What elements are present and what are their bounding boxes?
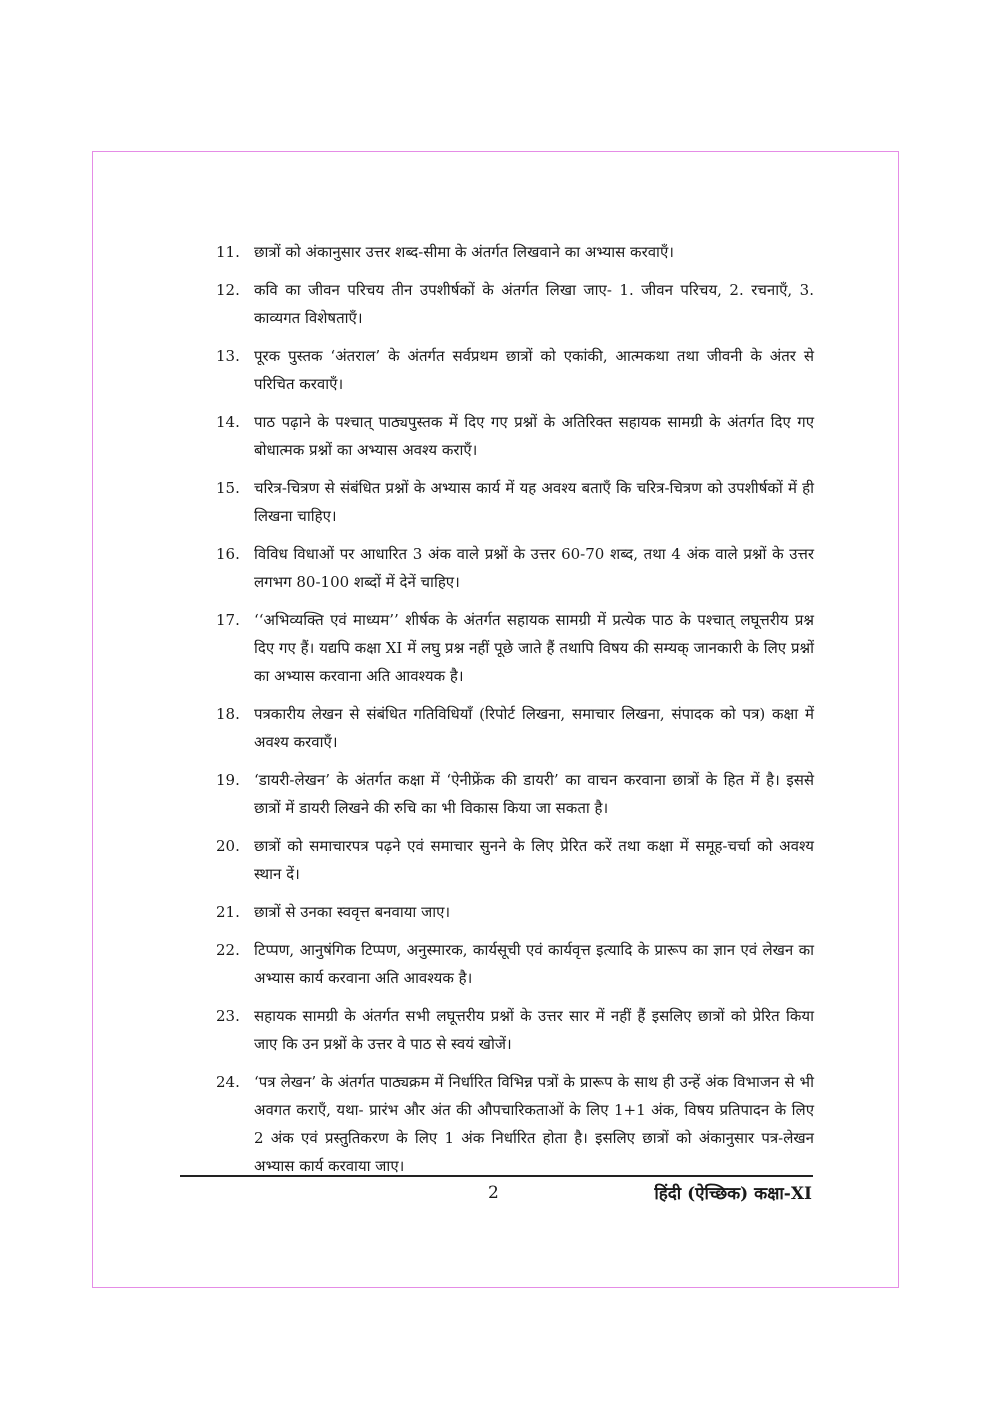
footer-rule	[180, 1175, 813, 1177]
list-item	[216, 700, 814, 756]
item-text: विविध विधाओं पर आधारित 3 अंक वाले प्रश्नों के उत्तर 60-70 शब्द, तथा 4 अंक वाले प्रश्नों के उत्तर लगभग 80-100 शब्दों में देनें चाहिए।	[254, 545, 814, 591]
item-number: 15.	[216, 479, 240, 497]
list-item	[216, 832, 814, 888]
item-number: 19.	[216, 771, 240, 789]
item-number: 21.	[216, 903, 240, 921]
item-number: 11.	[216, 243, 240, 261]
list-item	[216, 898, 814, 926]
item-text: ‘‘अभिव्यक्ति एवं माध्यम’’ शीर्षक के अंतर्गत सहायक सामग्री में प्रत्येक पाठ के पश्चात् लघूत्तरीय प्रश्न दिए गए हैं। यद्यपि कक्षा XI में लघु प्रश्न नहीं पूछे जाते हैं तथापि विषय की सम्यक् जानकारी के लिए प्रश्नों का अभ्यास करवाना अति आवश्यक है।	[254, 611, 814, 685]
item-number: 18.	[216, 705, 240, 723]
item-text: कवि का जीवन परिचय तीन उपशीर्षकों के अंतर्गत लिखा जाए- 1. जीवन परिचय, 2. रचनाएँ, 3. काव्यगत विशेषताएँ।	[254, 281, 814, 327]
page-number: 2	[488, 1183, 499, 1203]
item-text: पूरक पुस्तक ‘अंतराल’ के अंतर्गत सर्वप्रथम छात्रों को एकांकी, आत्मकथा तथा जीवनी के अंतर से परिचित करवाएँ।	[254, 347, 814, 393]
item-text: पत्रकारीय लेखन से संबंधित गतिविधियाँ (रिपोर्ट लिखना, समाचार लिखना, संपादक को पत्र) कक्षा में अवश्य करवाएँ।	[254, 705, 814, 751]
list-item	[216, 408, 814, 464]
list-item	[216, 766, 814, 822]
item-number: 24.	[216, 1073, 240, 1091]
list-item	[216, 1068, 814, 1180]
item-text: ‘पत्र लेखन’ के अंतर्गत पाठ्यक्रम में निर्धारित विभिन्न पत्रों के प्रारूप के साथ ही उन्हें अंक विभाजन से भी अवगत कराएँ, यथा- प्रारंभ और अंत की औपचारिकताओं के लिए 1+1 अंक, विषय प्रतिपादन के लिए 2 अंक एवं प्रस्तुतिकरण के लिए 1 अंक निर्धारित होता है। इसलिए छात्रों को अंकानुसार पत्र-लेखन अभ्यास कार्य करवाया जाए।	[254, 1073, 814, 1175]
list-item	[216, 342, 814, 398]
item-number: 12.	[216, 281, 240, 299]
instruction-list	[216, 238, 814, 1190]
item-text: ‘डायरी-लेखन’ के अंतर्गत कक्षा में ‘ऐनीफ्रेंक की डायरी’ का वाचन करवाना छात्रों के हित में है। इससे छात्रों में डायरी लिखने की रुचि का भी विकास किया जा सकता है।	[254, 771, 814, 817]
item-number: 23.	[216, 1007, 240, 1025]
book-title: हिंदी (ऐच्छिक) कक्षा-XI	[654, 1184, 812, 1204]
item-text: टिप्पण, आनुषंगिक टिप्पण, अनुस्मारक, कार्यसूची एवं कार्यवृत्त इत्यादि के प्रारूप का ज्ञान एवं लेखन का अभ्यास कार्य करवाना अति आवश्यक है।	[254, 941, 814, 987]
item-number: 17.	[216, 611, 240, 629]
item-number: 20.	[216, 837, 240, 855]
item-number: 22.	[216, 941, 240, 959]
list-item	[216, 936, 814, 992]
item-number: 16.	[216, 545, 240, 563]
item-text: छात्रों से उनका स्ववृत्त बनवाया जाए।	[254, 903, 451, 921]
list-item	[216, 276, 814, 332]
list-item	[216, 606, 814, 690]
list-item	[216, 1002, 814, 1058]
list-item	[216, 540, 814, 596]
item-text: छात्रों को समाचारपत्र पढ़ने एवं समाचार सुनने के लिए प्रेरित करें तथा कक्षा में समूह-चर्चा को अवश्य स्थान दें।	[254, 837, 814, 883]
list-item	[216, 238, 814, 266]
list-item	[216, 474, 814, 530]
item-text: छात्रों को अंकानुसार उत्तर शब्द-सीमा के अंतर्गत लिखवाने का अभ्यास करवाएँ।	[254, 243, 674, 261]
item-text: पाठ पढ़ाने के पश्चात् पाठ्यपुस्तक में दिए गए प्रश्नों के अतिरिक्त सहायक सामग्री के अंतर्गत दिए गए बोधात्मक प्रश्नों का अभ्यास अवश्य कराएँ।	[254, 413, 814, 459]
item-number: 13.	[216, 347, 240, 365]
item-text: चरित्र-चित्रण से संबंधित प्रश्नों के अभ्यास कार्य में यह अवश्य बताएँ कि चरित्र-चित्रण को उपशीर्षकों में ही लिखना चाहिए।	[254, 479, 814, 525]
item-text: सहायक सामग्री के अंतर्गत सभी लघूत्तरीय प्रश्नों के उत्तर सार में नहीं हैं इसलिए छात्रों को प्रेरित किया जाए कि उन प्रश्नों के उत्तर वे पाठ से स्वयं खोजें।	[254, 1007, 814, 1053]
item-number: 14.	[216, 413, 240, 431]
